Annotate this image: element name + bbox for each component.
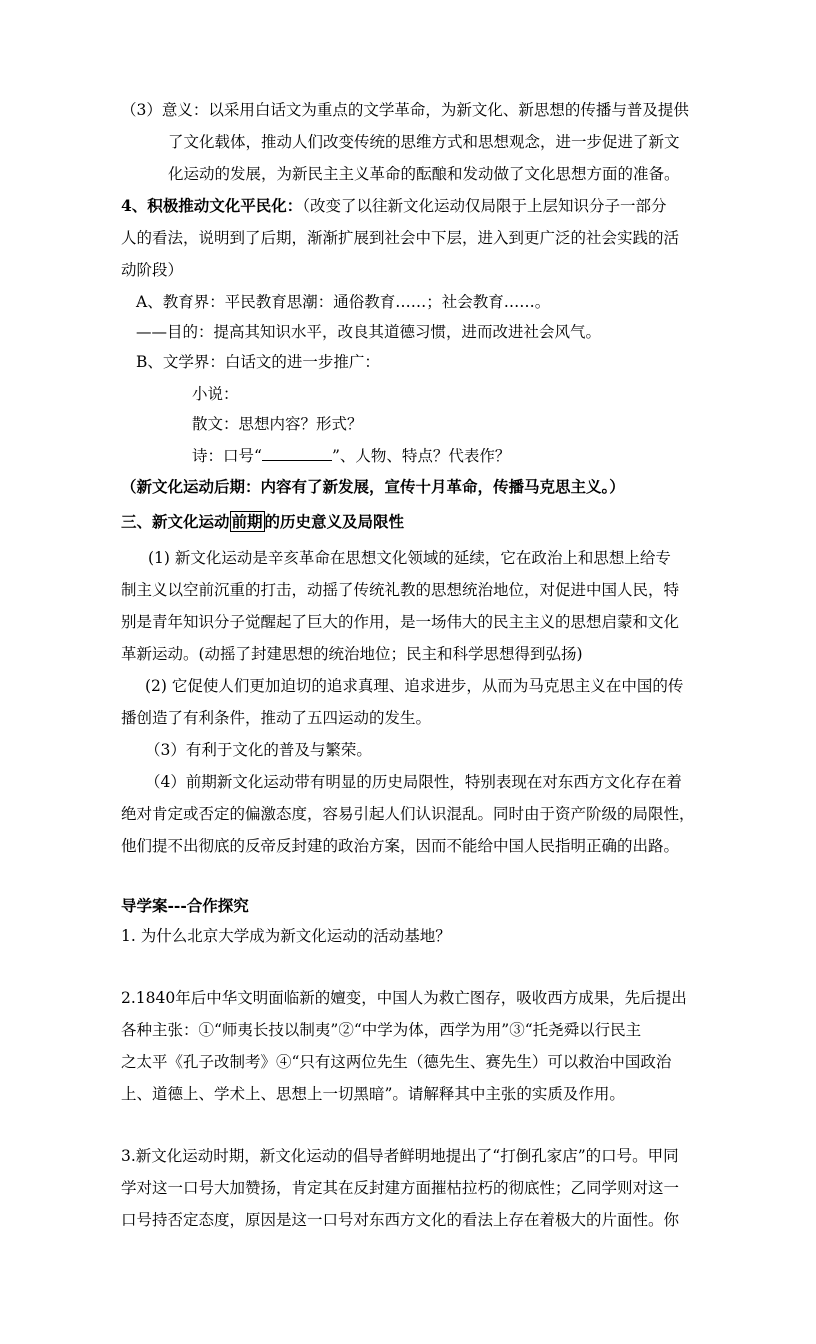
text-line: 小说： (192, 385, 239, 403)
text-line: (2) 它促使人们更加迫切的追求真理、追求进步，从而为马克思主义在中国的传 (145, 677, 684, 695)
question-2-line: 各种主张：①“师夷长技以制夷”②“中学为体，西学为用”③“托尧舜以行民主 (121, 1021, 642, 1039)
text-line: 制主义以空前沉重的打击，动摇了传统礼教的思想统治地位，对促进中国人民，特 (121, 581, 680, 599)
section-4-line (121, 196, 667, 216)
text-line: 别是青年知识分子觉醒起了巨大的作用，是一场伟大的民主主义的思想启蒙和文化 (121, 613, 680, 631)
text-line: 他们提不出彻底的反帝反封建的政治方案，因而不能给中国人民指明正确的出路。 (121, 837, 680, 855)
text-line: 人的看法，说明到了后期，渐渐扩展到社会中下层，进入到更广泛的社会实践的活 (121, 229, 680, 247)
question-2-line: 上、道德上、学术上、思想上一切黑暗”。请解释其中主张的实质及作用。 (121, 1085, 625, 1103)
text-span: 三、新文化运动 (121, 512, 230, 531)
text-line: 了文化载体，推动人们改变传统的思维方式和思想观念，进一步促进了新文 (168, 133, 680, 151)
guide-heading: 导学案---合作探究 (121, 896, 249, 915)
text-line: 绝对肯定或否定的偏激态度，容易引起人们认识混乱。同时由于资产阶级的局限性， (121, 805, 695, 823)
text-line: (1) 新文化运动是辛亥革命在思想文化领域的延续，它在政治上和思想上给专 (148, 549, 671, 567)
question-1: 1. 为什么北京大学成为新文化运动的活动基地？ (121, 927, 451, 945)
text-line: 动阶段） (121, 261, 184, 279)
text-line: 革新运动。(动摇了封建思想的统治地位；民主和科学思想得到弘扬) (121, 645, 583, 663)
question-3-line: 口号持否定态度，原因是这一口号对东西方文化的看法上存在着极大的片面性。你 (121, 1211, 680, 1229)
text-line: A、教育界：平民教育思潮：通俗教育……；社会教育……。 (136, 293, 551, 311)
text-line: （4）前期新文化运动带有明显的历史局限性，特别表现在对东西方文化存在着 (145, 773, 682, 791)
text-span: 诗：口号“ (192, 447, 262, 465)
text-span: （改变了以往新文化运动仅局限于上层知识分子一部分 (302, 197, 667, 215)
fill-blank (262, 446, 332, 461)
text-line: 散文：思想内容？形式？ (192, 415, 363, 433)
text-span: 的历史意义及局限性 (264, 512, 405, 531)
text-line: （3）意义：以采用白话文为重点的文学革命，为新文化、新思想的传播与普及提供 (121, 101, 689, 119)
bold-note: （新文化运动后期：内容有了新发展，宣传十月革命，传播马克思主义。） (121, 477, 625, 496)
text-line: 播创造了有利条件，推动了五四运动的发生。 (121, 709, 432, 727)
text-line: ——目的：提高其知识水平，改良其道德习惯，进而改进社会风气。 (136, 323, 602, 341)
text-line: （3）有利于文化的普及与繁荣。 (145, 741, 372, 759)
question-2-line: 2.1840年后中华文明面临新的嬗变，中国人为救亡图存，吸收西方成果，先后提出 (121, 989, 687, 1007)
text-line: B、文学界：白话文的进一步推广： (136, 353, 380, 371)
question-3-line: 3.新文化运动时期，新文化运动的倡导者鲜明地提出了“打倒孔家店”的口号。甲同 (121, 1147, 679, 1165)
poem-line (192, 446, 510, 466)
question-2-line: 之太平《孔子改制考》④“只有这两位先生（德先生、赛先生）可以救治中国政治 (121, 1053, 672, 1071)
section-4-heading: 4、积极推动文化平民化： (121, 196, 303, 215)
boxed-word: 前期 (231, 512, 263, 531)
text-span: ”、人物、特点？代表作？ (331, 447, 511, 465)
question-3-line: 学对这一口号大加赞扬，肯定其在反封建方面摧枯拉朽的彻底性；乙同学则对这一 (121, 1179, 680, 1197)
section-3-heading (121, 512, 404, 532)
text-line: 化运动的发展，为新民主主义革命的酝酿和发动做了文化思想方面的准备。 (168, 165, 680, 183)
